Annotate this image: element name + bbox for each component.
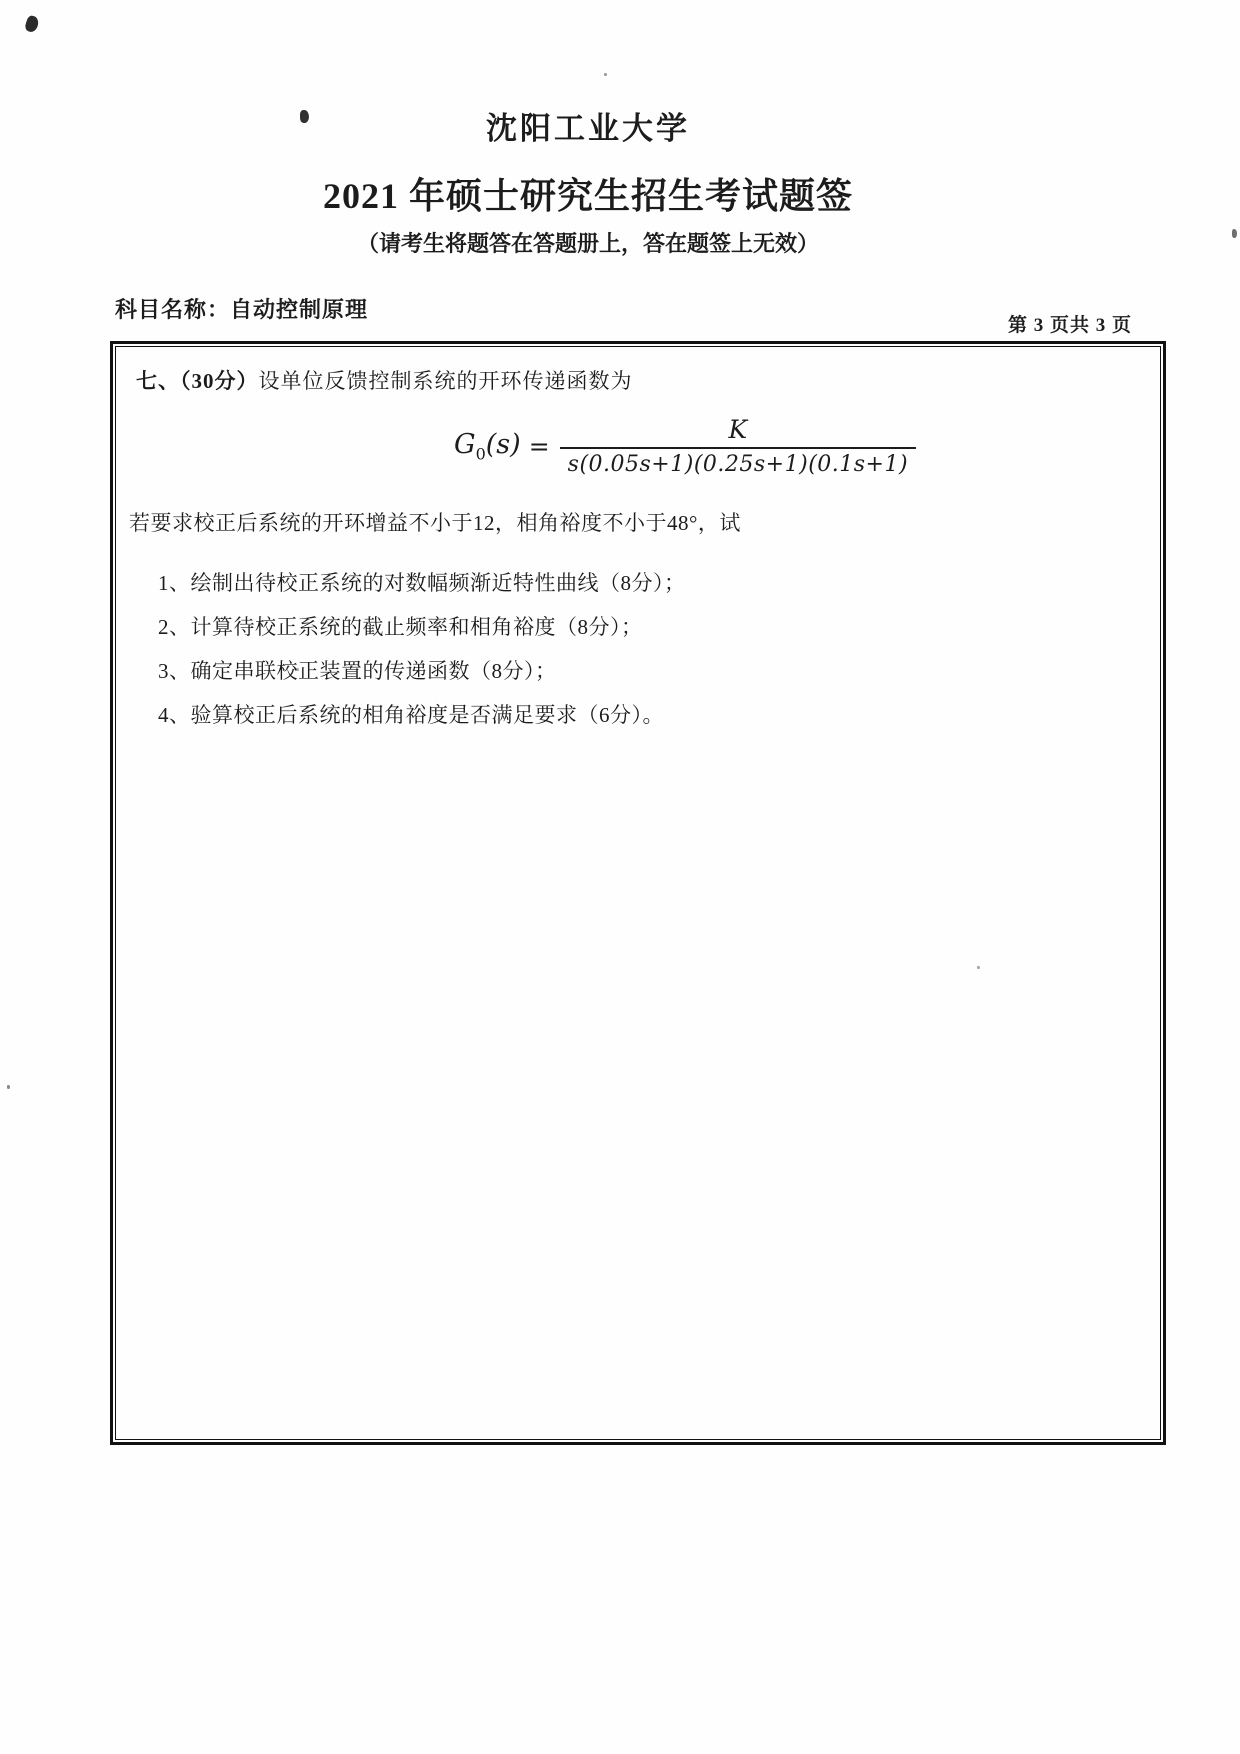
question-condition: 若要求校正后系统的开环增益不小于12，相角裕度不小于48°，试 [129, 511, 741, 535]
question-box [110, 341, 1166, 1445]
scan-artifact [604, 73, 607, 76]
paper-title: 2021 年硕士研究生招生考试题签 [322, 176, 853, 216]
page-indicator: 第 3 页共 3 页 [1007, 315, 1132, 336]
fraction-numerator: K [728, 415, 748, 444]
subitem-3: 3、确定串联校正装置的传递函数（8分）； [158, 659, 557, 683]
answer-instruction: （请考生将题答在答题册上，答在题签上无效） [356, 231, 819, 256]
subitem-1: 1、绘制出待校正系统的对数幅频渐近特性曲线（8分）； [158, 571, 686, 595]
formula-fraction [560, 415, 916, 477]
fraction-denominator: s(0.05s+1)(0.25s+1)(0.1s+1) [560, 447, 916, 477]
scan-artifact [1232, 229, 1237, 238]
subitem-4: 4、验算校正后系统的相角裕度是否满足要求（6分）。 [158, 703, 664, 727]
question-number-points: 七、（30分） [136, 369, 259, 393]
transfer-function-formula [454, 415, 916, 477]
subitem-2: 2、计算待校正系统的截止频率和相角裕度（8分）； [158, 615, 643, 639]
equals-sign: = [528, 431, 550, 461]
question-heading-text: 设单位反馈控制系统的开环传递函数为 [258, 369, 633, 393]
question-heading [136, 365, 633, 395]
question-box-inner-border [115, 346, 1161, 1440]
subject-name: 科目名称：自动控制原理 [115, 297, 369, 322]
scan-artifact [7, 1085, 10, 1089]
question-subitems [158, 567, 686, 743]
university-name: 沈阳工业大学 [486, 111, 690, 146]
scan-artifact [24, 15, 40, 34]
formula-lhs: $G_0(s)$ [454, 428, 521, 464]
